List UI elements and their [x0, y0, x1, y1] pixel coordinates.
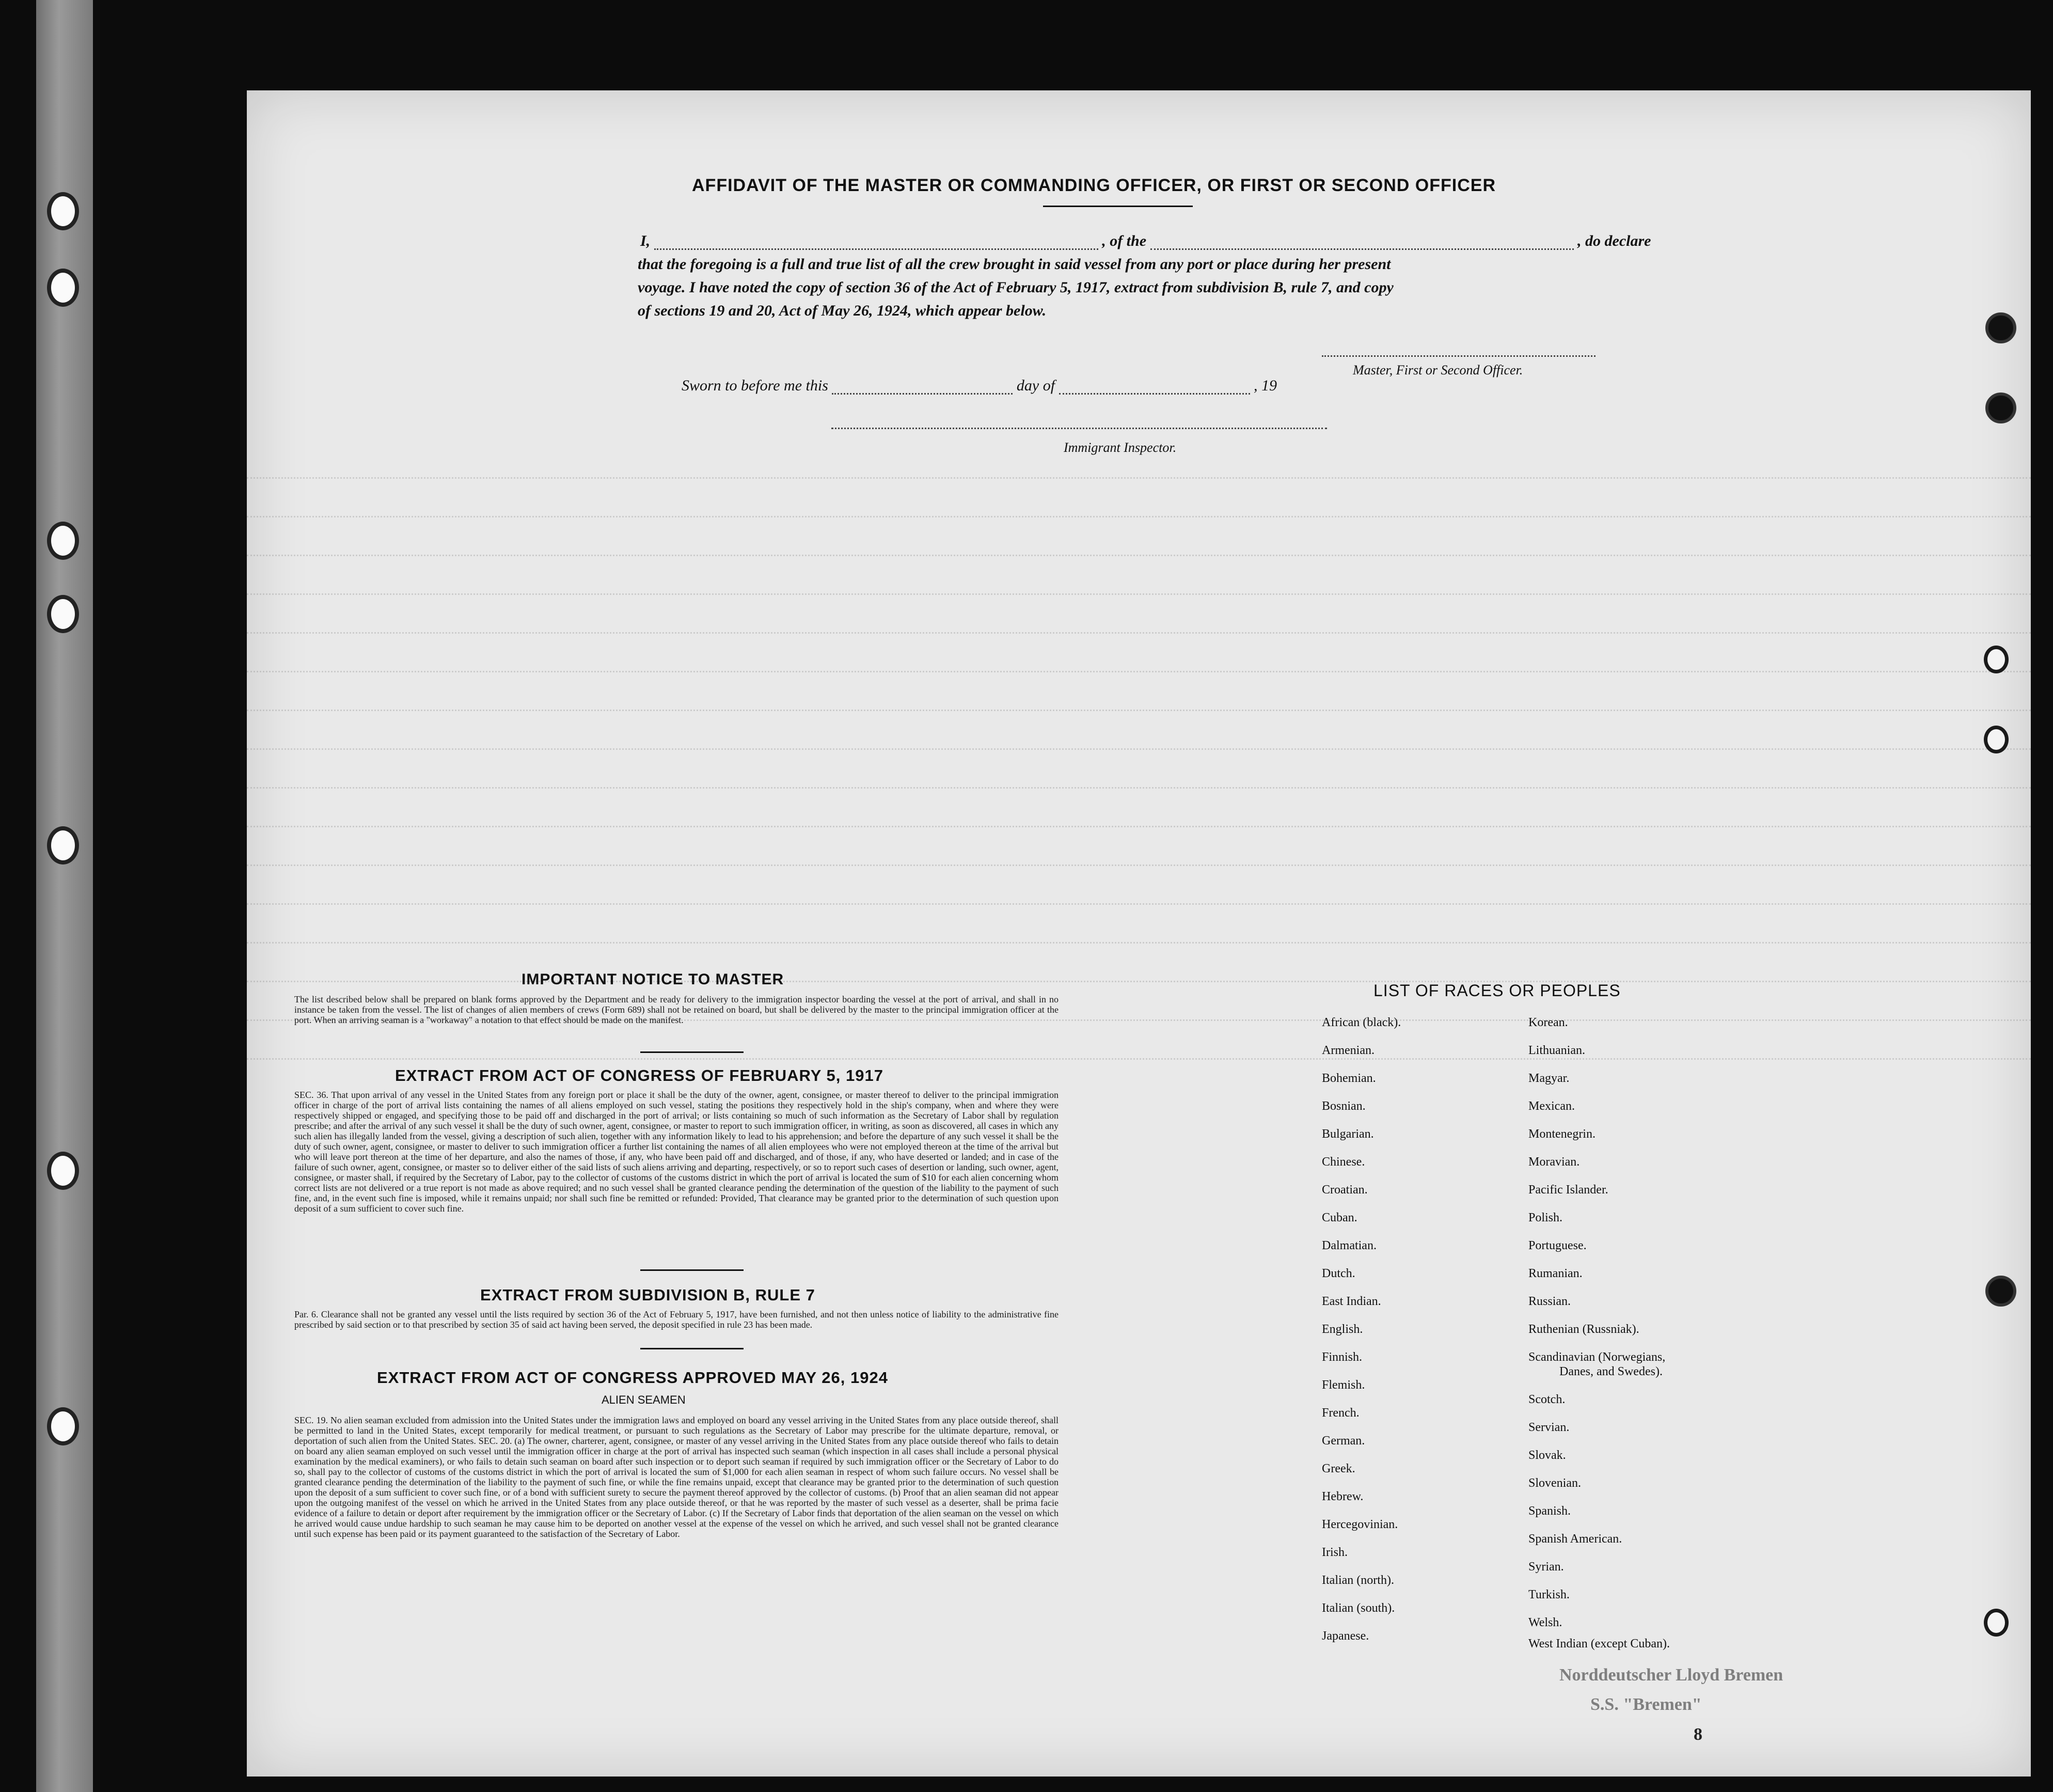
affidavit-do-declare: , do declare [1577, 232, 1651, 249]
inspector-label: Immigrant Inspector. [1064, 440, 1177, 455]
bleed-through-row [247, 741, 2031, 750]
punch-hole [47, 1407, 79, 1445]
bleed-through-row [247, 702, 2031, 711]
race-left: African (black). [1322, 1016, 1401, 1029]
binding-hole [1984, 1609, 2009, 1637]
race-right: Slovenian. [1528, 1476, 1581, 1490]
binding-hole [1985, 1276, 2016, 1307]
race-right: Korean. [1528, 1016, 1568, 1029]
race-left: Bosnian. [1322, 1099, 1366, 1113]
race-right: Ruthenian (Russniak). [1528, 1323, 1639, 1336]
race-right: Portuguese. [1528, 1239, 1587, 1252]
notice-body: The list described below shall be prepared on blank forms approved by the Department and be ready for delivery to the immigration inspector boarding the vessel at the port of arrival, and shall in no instance be taken from the vessel. The list of changes of alien members of crews (Form 689) shall not be retained on board, but shall be delivered by the master to the principal immigration officer at the port. When an arriving seaman is a "workaway" a notation to that effect should be made on the manifest. [294, 994, 1059, 1025]
notice-title: IMPORTANT NOTICE TO MASTER [522, 971, 784, 988]
race-right: Rumanian. [1528, 1267, 1583, 1280]
race-right: Pacific Islander. [1528, 1183, 1608, 1197]
punch-hole [47, 1152, 79, 1190]
race-left: Croatian. [1322, 1183, 1368, 1197]
race-left: English. [1322, 1323, 1363, 1336]
race-right: Montenegrin. [1528, 1127, 1596, 1141]
bleed-through-row [247, 780, 2031, 789]
punch-hole [47, 595, 79, 633]
affidavit-line-3: voyage. I have noted the copy of section 36 of the Act of February 5, 1917, extract from subdivision B, rule 7, and copy [638, 279, 1394, 296]
race-left: Hercegovinian. [1322, 1518, 1398, 1531]
race-left: Italian (south). [1322, 1601, 1395, 1615]
vessel-blank [1150, 248, 1574, 250]
race-left: Greek. [1322, 1462, 1355, 1475]
race-right: Turkish. [1528, 1588, 1570, 1601]
extract-1917-title: EXTRACT FROM ACT OF CONGRESS OF FEBRUARY 5, 1917 [395, 1066, 883, 1084]
bleed-through-row [247, 625, 2031, 634]
day-of-text: day of [1016, 377, 1055, 394]
race-left: French. [1322, 1406, 1360, 1420]
master-signature-line [1322, 355, 1596, 357]
bleed-through-row [247, 857, 2031, 866]
race-right: West Indian (except Cuban). [1528, 1637, 1670, 1650]
race-right: Spanish. [1528, 1504, 1571, 1518]
stamp-line-3: 8 [1694, 1725, 1702, 1744]
race-left: Japanese. [1322, 1629, 1369, 1643]
extract-rule7-title: EXTRACT FROM SUBDIVISION B, RULE 7 [480, 1286, 815, 1304]
race-left: Irish. [1322, 1546, 1348, 1559]
binding-hole [1984, 646, 2009, 673]
stamp-line-1: Norddeutscher Lloyd Bremen [1559, 1665, 1783, 1685]
race-right: Russian. [1528, 1295, 1571, 1308]
race-right: Servian. [1528, 1421, 1570, 1434]
section-rule [640, 1348, 744, 1349]
race-right: Welsh. [1528, 1616, 1562, 1629]
race-left: Flemish. [1322, 1378, 1365, 1392]
affidavit-title: AFFIDAVIT OF THE MASTER OR COMMANDING OFFICER, OR FIRST OR SECOND OFFICER [692, 176, 1496, 195]
race-right: Polish. [1528, 1211, 1563, 1224]
binding-hole [1985, 312, 2016, 343]
race-left: Hebrew. [1322, 1490, 1364, 1503]
bleed-through-row [247, 935, 2031, 944]
race-left: Armenian. [1322, 1044, 1375, 1057]
bleed-through-row [247, 1051, 2031, 1060]
bleed-through-row [247, 664, 2031, 672]
race-right: Magyar. [1528, 1072, 1570, 1085]
bleed-through-row [247, 547, 2031, 556]
affidavit-line-4: of sections 19 and 20, Act of May 26, 1924, which appear below. [638, 302, 1047, 319]
race-right: Spanish American. [1528, 1532, 1622, 1546]
month-blank [1059, 393, 1250, 395]
race-left: Chinese. [1322, 1155, 1365, 1169]
race-right: Mexican. [1528, 1099, 1575, 1113]
races-title: LIST OF RACES OR PEOPLES [1373, 981, 1621, 1000]
race-left: Dutch. [1322, 1267, 1355, 1280]
race-right: Danes, and Swedes). [1559, 1365, 1663, 1378]
punch-hole [47, 192, 79, 230]
affidavit-line-2: that the foregoing is a full and true list of all the crew brought in said vessel from any port or place during her present [638, 256, 1391, 273]
binding-hole [1985, 392, 2016, 423]
race-left: East Indian. [1322, 1295, 1381, 1308]
extract-1924-body: SEC. 19. No alien seaman excluded from admission into the United States under the immigration laws and employed on board any vessel arriving in the United States from any place outside thereof, shall be permitted to land in the United States, except temporarily for medical treatment, or pursuant to such regulations as the Secretary of Labor may prescribe for the ultimate departure, removal, or deportation of such alien from the United States. SEC. 20. (a) The owner, charterer, agent, consignee, or master of any vessel arriving in the United States from any place outside thereof who fails to detain on board any alien seaman employed on such vessel until the immigration officer in charge at the port of arrival has inspected such seaman (which inspection in all cases shall include a personal physical examination by the medical examiners), or who fails to detain such seaman on board after such inspection or to deport such seaman if required by such immigration officer or the Secretary of Labor to do so, shall pay to the collector of customs of the customs district in which the port of arrival is located the sum of $1,000 for each alien seaman in respect of whom such failure occurs. No vessel shall be granted clearance pending the determination of the liability to the payment of such fine, or while the fine remains unpaid, except that clearance may be granted prior to the determination of such question upon the deposit of a sum sufficient to cover such fine, or of a bond with sufficient surety to secure the payment thereof approved by the collector of customs. (b) Proof that an alien seaman did not appear upon the outgoing manifest of the vessel on which he arrived in the United States from any place outside thereof, or that he was reported by the master of such vessel as a deserter, shall be prima facie evidence of a failure to detain or deport after requirement by the immigration officer or the Secretary of Labor. (c) If the Secretary of Labor finds that deportation of the alien seaman on the vessel on which he arrived would cause undue hardship to such seaman he may cause him to be deported on another vessel at the expense of the vessel on which he arrived, and such vessel shall not be granted clearance until such expense has been paid or its payment guaranteed to the satisfaction of the Secretary of Labor. [294, 1415, 1059, 1539]
bleed-through-row [247, 973, 2031, 982]
race-right: Scotch. [1528, 1393, 1566, 1406]
sworn-line [682, 377, 1277, 395]
title-rule [1043, 206, 1193, 207]
bleed-through-row [247, 586, 2031, 595]
alien-seamen-subtitle: ALIEN SEAMEN [602, 1393, 686, 1406]
bleed-through-row [247, 819, 2031, 827]
race-left: Bulgarian. [1322, 1127, 1374, 1141]
punch-hole [47, 826, 79, 864]
bleed-through-row [247, 509, 2031, 517]
bleed-through-row [247, 470, 2031, 479]
affidavit-line-1 [640, 232, 1651, 250]
affidavit-i: I, [640, 232, 651, 249]
day-blank [832, 393, 1013, 395]
race-right: Lithuanian. [1528, 1044, 1585, 1057]
year-text: , 19 [1254, 377, 1277, 394]
inspector-signature-line [831, 428, 1327, 429]
race-left: German. [1322, 1434, 1365, 1448]
race-right: Slovak. [1528, 1449, 1566, 1462]
extract-1917-body: SEC. 36. That upon arrival of any vessel in the United States from any foreign port or place it shall be the duty of the owner, agent, consignee, or master thereof to deliver to the principal immigration officer in charge of the port of arrival lists containing the names of all aliens employed on such vessel, stating the positions they respectively hold in the ship's company, when and where they were respectively shipped or engaged, and specifying those to be paid off and discharged in the port of arrival; or lists containing so much of such information as the Secretary of Labor shall by regulation prescribe; and after the arrival of any such vessel it shall be the duty of such owner, agent, consignee, or master to report to such immigration officer, in writing, as soon as discovered, all cases in which any such alien has illegally landed from the vessel, giving a description of such alien, together with any information likely to lead to his apprehension; and before the departure of any such vessel it shall be the duty of such owner, agent, consignee, or master to deliver to such immigration officer a further list containing the names of all alien employees who were not employed thereon at the time of the arrival but who will leave port thereon at the time of her departure, and also the names of those, if any, who have been paid off and discharged, and of those, if any, who have deserted or landed; and in case of the failure of such owner, agent, consignee, or master so to deliver either of the said lists of such aliens arriving and departing, respectively, or so to report such cases of desertion or landing, such owner, agent, consignee, or master shall, if required by the Secretary of Labor, pay to the collector of customs of the customs district in which the port of arrival is located the sum of $10 for each alien concerning whom correct lists are not delivered or a true report is not made as above required; and no such vessel shall be granted clearance pending the determination of the question of the liability to the payment of such fine, and, in the event such fine is imposed, while it remains unpaid; nor shall such fine be remitted or refunded: Provided, That clearance may be granted prior to the determination of such question upon deposit of a sum sufficient to cover such fine. [294, 1090, 1059, 1214]
extract-1924-title: EXTRACT FROM ACT OF CONGRESS APPROVED MAY 26, 1924 [377, 1369, 888, 1387]
race-left: Cuban. [1322, 1211, 1357, 1224]
extract-rule7-body: Par. 6. Clearance shall not be granted any vessel until the lists required by section 36 of the Act of February 5, 1917, have been furnished, and not then unless notice of liability to the administrative fine prescribed by said section or to that prescribed by section 35 of said act having been served, the deposit specified in rule 23 has been made. [294, 1309, 1059, 1330]
race-left: Dalmatian. [1322, 1239, 1377, 1252]
master-label: Master, First or Second Officer. [1353, 363, 1523, 378]
affidavit-of-the: , of the [1102, 232, 1147, 249]
section-rule [640, 1051, 744, 1053]
race-right: Syrian. [1528, 1560, 1564, 1574]
bleed-through-row [247, 896, 2031, 905]
race-right: Scandinavian (Norwegians, [1528, 1350, 1666, 1364]
race-right: Moravian. [1528, 1155, 1580, 1169]
name-blank [654, 248, 1098, 250]
punch-hole [47, 522, 79, 560]
stamp-line-2: S.S. "Bremen" [1590, 1695, 1702, 1714]
race-left: Italian (north). [1322, 1574, 1394, 1587]
race-left: Finnish. [1322, 1350, 1363, 1364]
section-rule [640, 1269, 744, 1271]
punch-hole [47, 269, 79, 307]
sworn-text: Sworn to before me this [682, 377, 828, 394]
binding-hole [1984, 726, 2009, 753]
race-left: Bohemian. [1322, 1072, 1376, 1085]
